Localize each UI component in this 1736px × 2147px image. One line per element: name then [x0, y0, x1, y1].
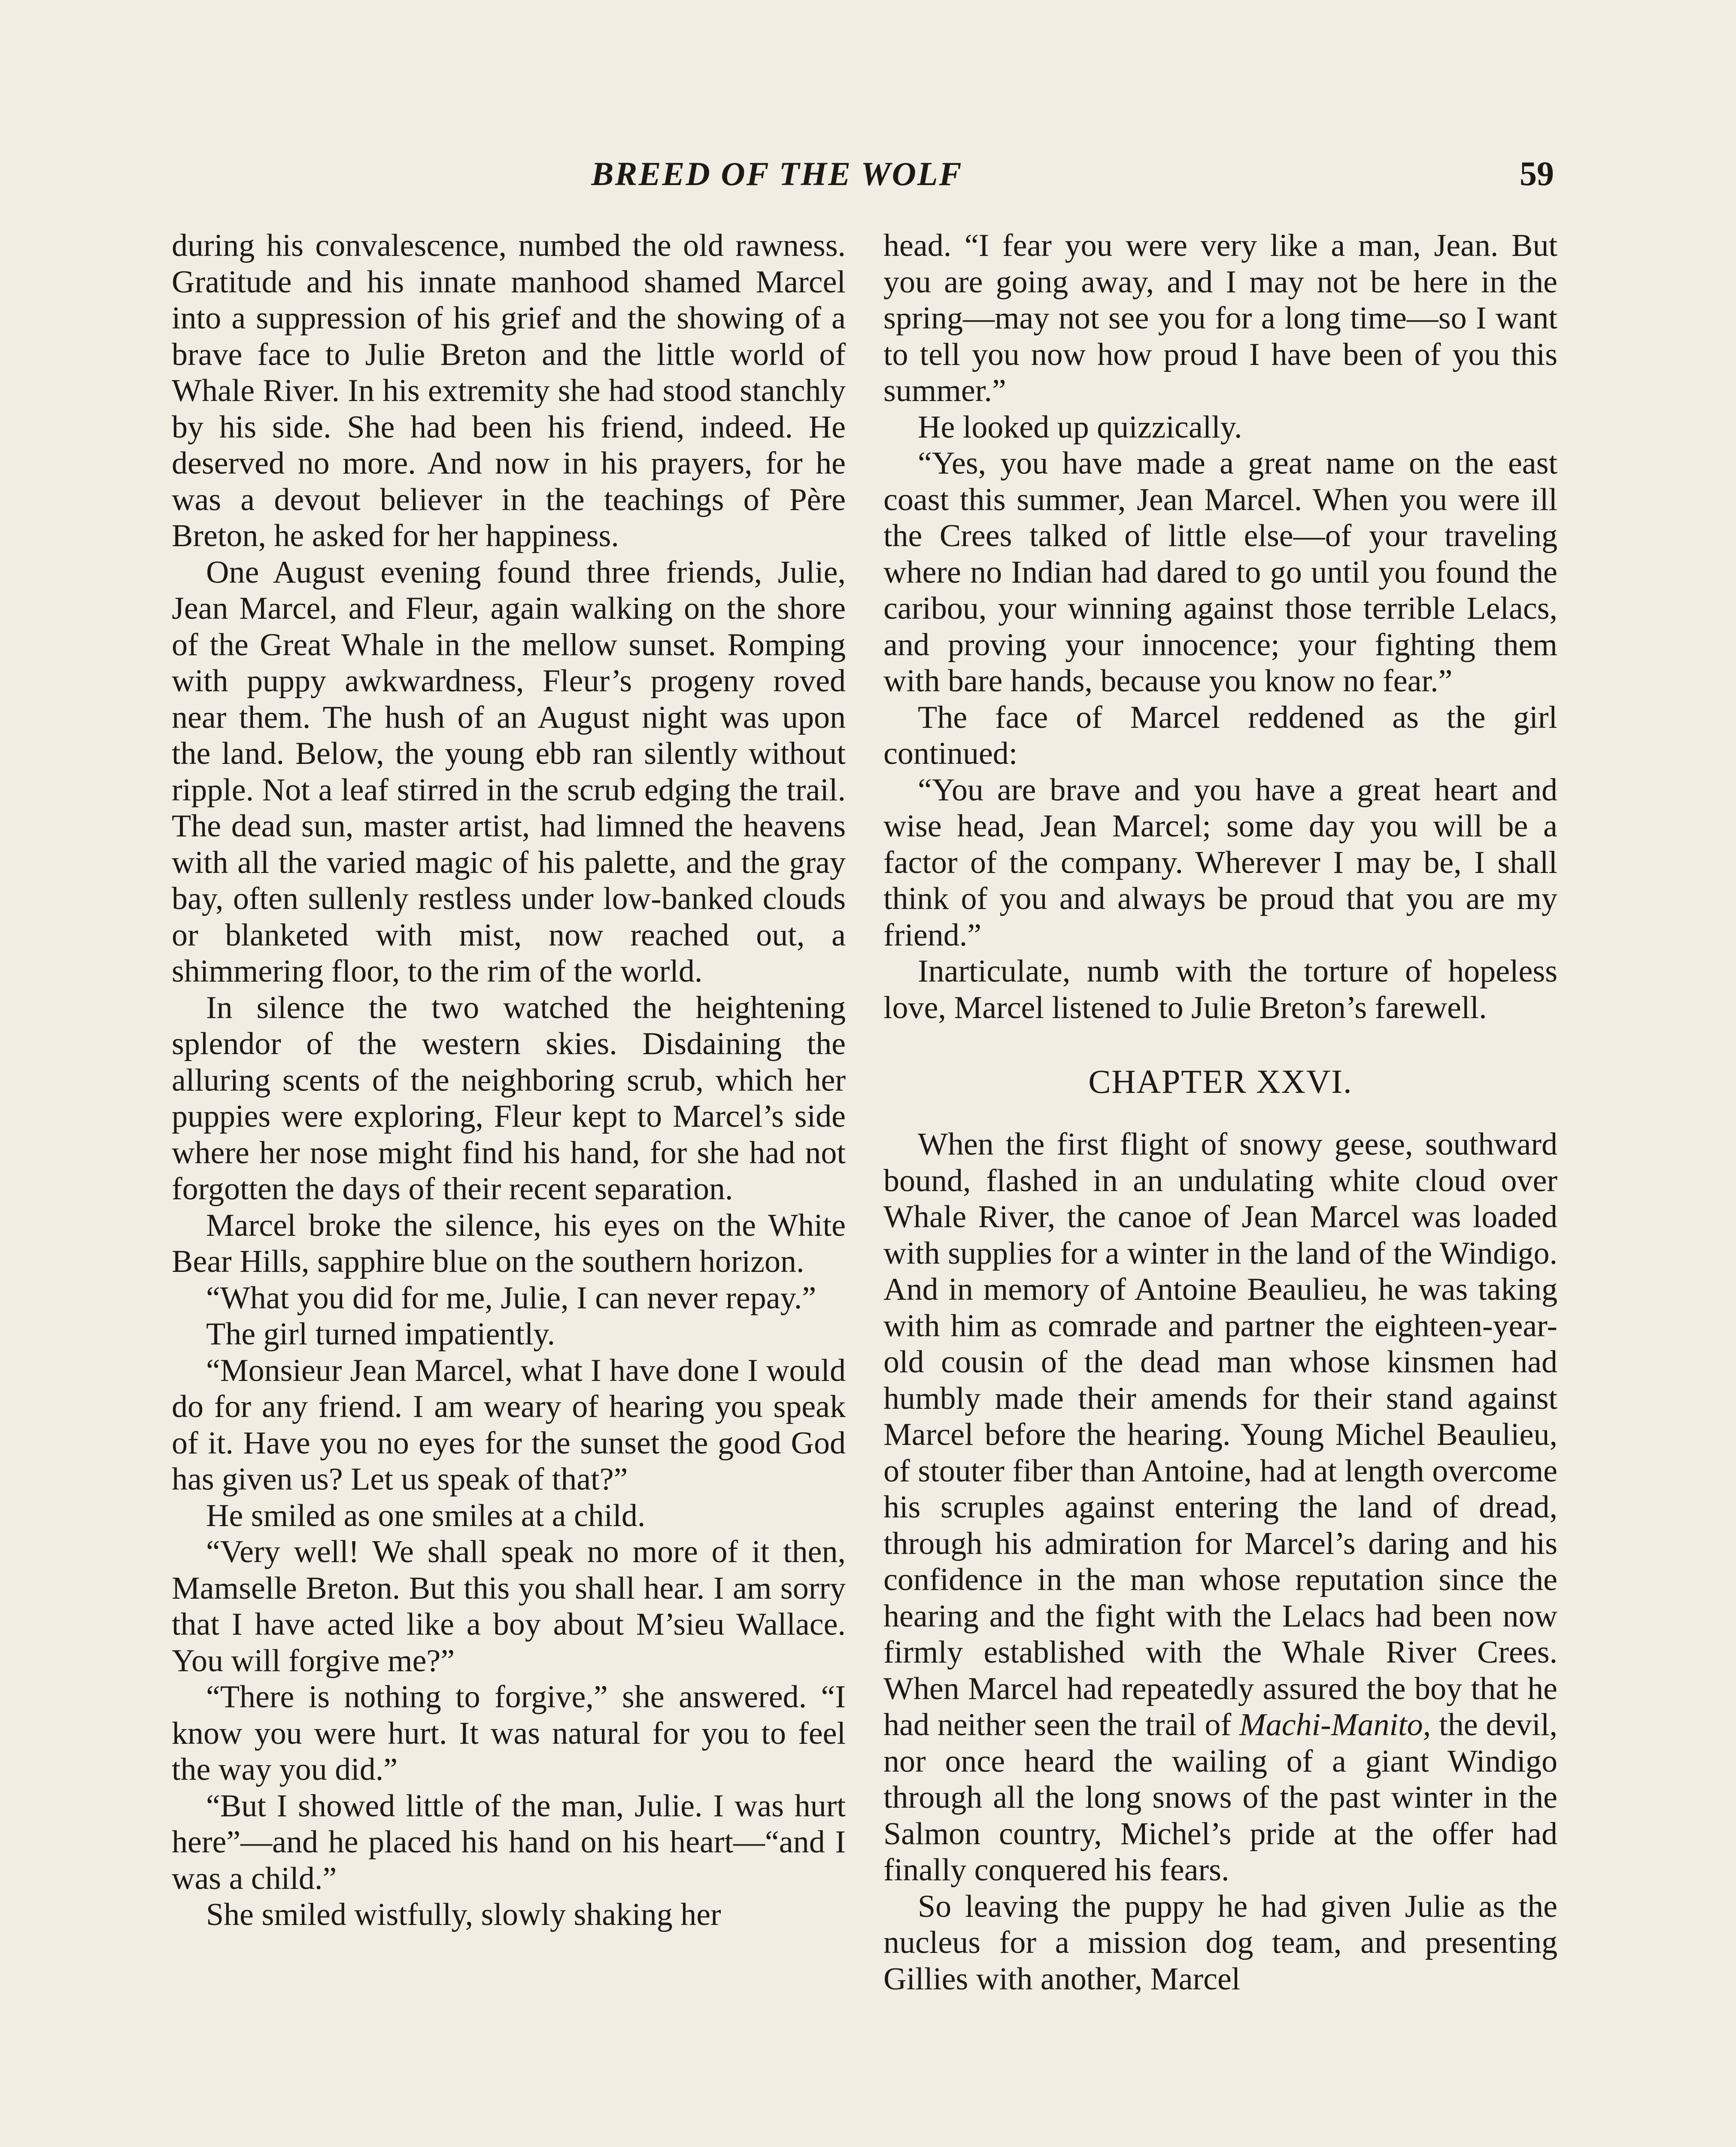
italic-term: Machi-Manito,	[1239, 1707, 1431, 1743]
running-head: BREED OF THE WOLF	[591, 155, 963, 192]
paragraph: “Very well! We shall speak no more of it then, Mamselle Breton. But this you shall hear. I am sorry that I have acted like a boy about M’sieu Wallace. You will forgive me?”	[172, 1534, 846, 1679]
paragraph: “But I showed little of the man, Julie. I was hurt here”—and he placed his hand on his heart—“and I was a child.”	[172, 1788, 846, 1896]
paragraph: during his convalescence, numbed the old rawness. Gratitude and his innate manhood shamed Marcel into a suppression of his grief and the showing of a brave face to Julie Breton and the little world of Whale River. In his extremity she had stood stanchly by his side. She had been his friend, indeed. He deserved no more. And now in his prayers, for he was a devout believer in the teachings of Père Breton, he asked for her happiness.	[172, 228, 846, 553]
paragraph: The face of Marcel reddened as the girl continued:	[883, 699, 1557, 771]
paragraph: head. “I fear you were very like a man, Jean. But you are going away, and I may not be here in the spring—may not see you for a long time—so I want to tell you now how proud I have been of you this summer.”	[883, 228, 1557, 408]
paragraph	[883, 1126, 1557, 1889]
chapter-heading: CHAPTER XXVI.	[1088, 1063, 1353, 1100]
paragraph: He smiled as one smiles at a child.	[206, 1498, 646, 1533]
paragraph: “You are brave and you have a great heart and wise head, Jean Marcel; some day you will be a factor of the company. Wherever I may be, I shall think of you and always be proud that you are my friend.”	[883, 772, 1557, 953]
paragraph: So leaving the puppy he had given Julie as the nucleus for a mission dog team, and presenting Gillies with another, Marcel	[883, 1889, 1557, 1997]
paragraph: “Monsieur Jean Marcel, what I have done I would do for any friend. I am weary of hearing you speak of it. Have you no eyes for the sunset the good God has given us? Let us speak of that?”	[172, 1353, 846, 1497]
left-column	[172, 228, 846, 1933]
paragraph: Inarticulate, numb with the torture of hopeless love, Marcel listened to Julie Breton’s farewell.	[883, 954, 1557, 1025]
text-run: When the first flight of snowy geese, southward bound, flashed in an undulating white cloud over Whale River, the canoe of Jean Marcel was loaded with supplies for a winter in the land of the Windigo. And in memory of Antoine Beaulieu, he was taking with him as comrade and partner the eighteen-year-old cousin of the dead man whose kinsmen had humbly made their amends for their stand against Marcel before the hearing. Young Michel Beaulieu, of stouter fiber than Antoine, had at length overcome his scruples against entering the land of dread, through his admiration for Marcel’s daring and his confidence in the man whose reputation since the hearing and the fight with the Lelacs had been now firmly established with the Whale River Crees. When Marcel had repeatedly assured the boy that he had neither seen the trail of	[883, 1127, 1557, 1743]
paragraph: The girl turned impatiently.	[206, 1317, 555, 1352]
paragraph: One August evening found three friends, Julie, Jean Marcel, and Fleur, again walking on the shore of the Great Whale in the mellow sunset. Romping with puppy awkwardness, Fleur’s progeny roved near them. The hush of an August night was upon the land. Below, the young ebb ran silently without ripple. Not a leaf stirred in the scrub edging the trail. The dead sun, master artist, had limned the heavens with all the varied magic of his palette, and the gray bay, often sullenly restless under low-banked clouds or blanketed with mist, now reached out, a shimmering floor, to the rim of the world.	[172, 554, 846, 989]
paragraph: “There is nothing to forgive,” she answered. “I know you were hurt. It was natural for you to feel the way you did.”	[172, 1679, 846, 1787]
paragraph: She smiled wistfully, slowly shaking her	[206, 1897, 721, 1932]
text-run: the devil, nor once heard the wailing of a giant Windigo through all the long snows of the past winter in the Salmon country, Michel’s pride at the offer had finally conquered his fears.	[883, 1707, 1557, 1888]
paragraph: He looked up quizzically.	[918, 409, 1242, 445]
page-number: 59	[1520, 155, 1554, 193]
paragraph: In silence the two watched the heightening splendor of the western skies. Disdaining the alluring scents of the neighboring scrub, which her puppies were exploring, Fleur kept to Marcel’s side where her nose might find his hand, for she had not forgotten the days of their recent separation.	[172, 990, 846, 1207]
paragraph: “What you did for me, Julie, I can never repay.”	[206, 1280, 816, 1316]
right-column	[883, 228, 1557, 1997]
paragraph: “Yes, you have made a great name on the east coast this summer, Jean Marcel. When you were ill the Crees talked of little else—of your traveling where no Indian had dared to go until you found the caribou, your winning against those terrible Lelacs, and proving your innocence; your fighting them with bare hands, because you know no fear.”	[883, 446, 1557, 699]
paragraph: Marcel broke the silence, his eyes on the White Bear Hills, sapphire blue on the southern horizon.	[172, 1207, 846, 1279]
